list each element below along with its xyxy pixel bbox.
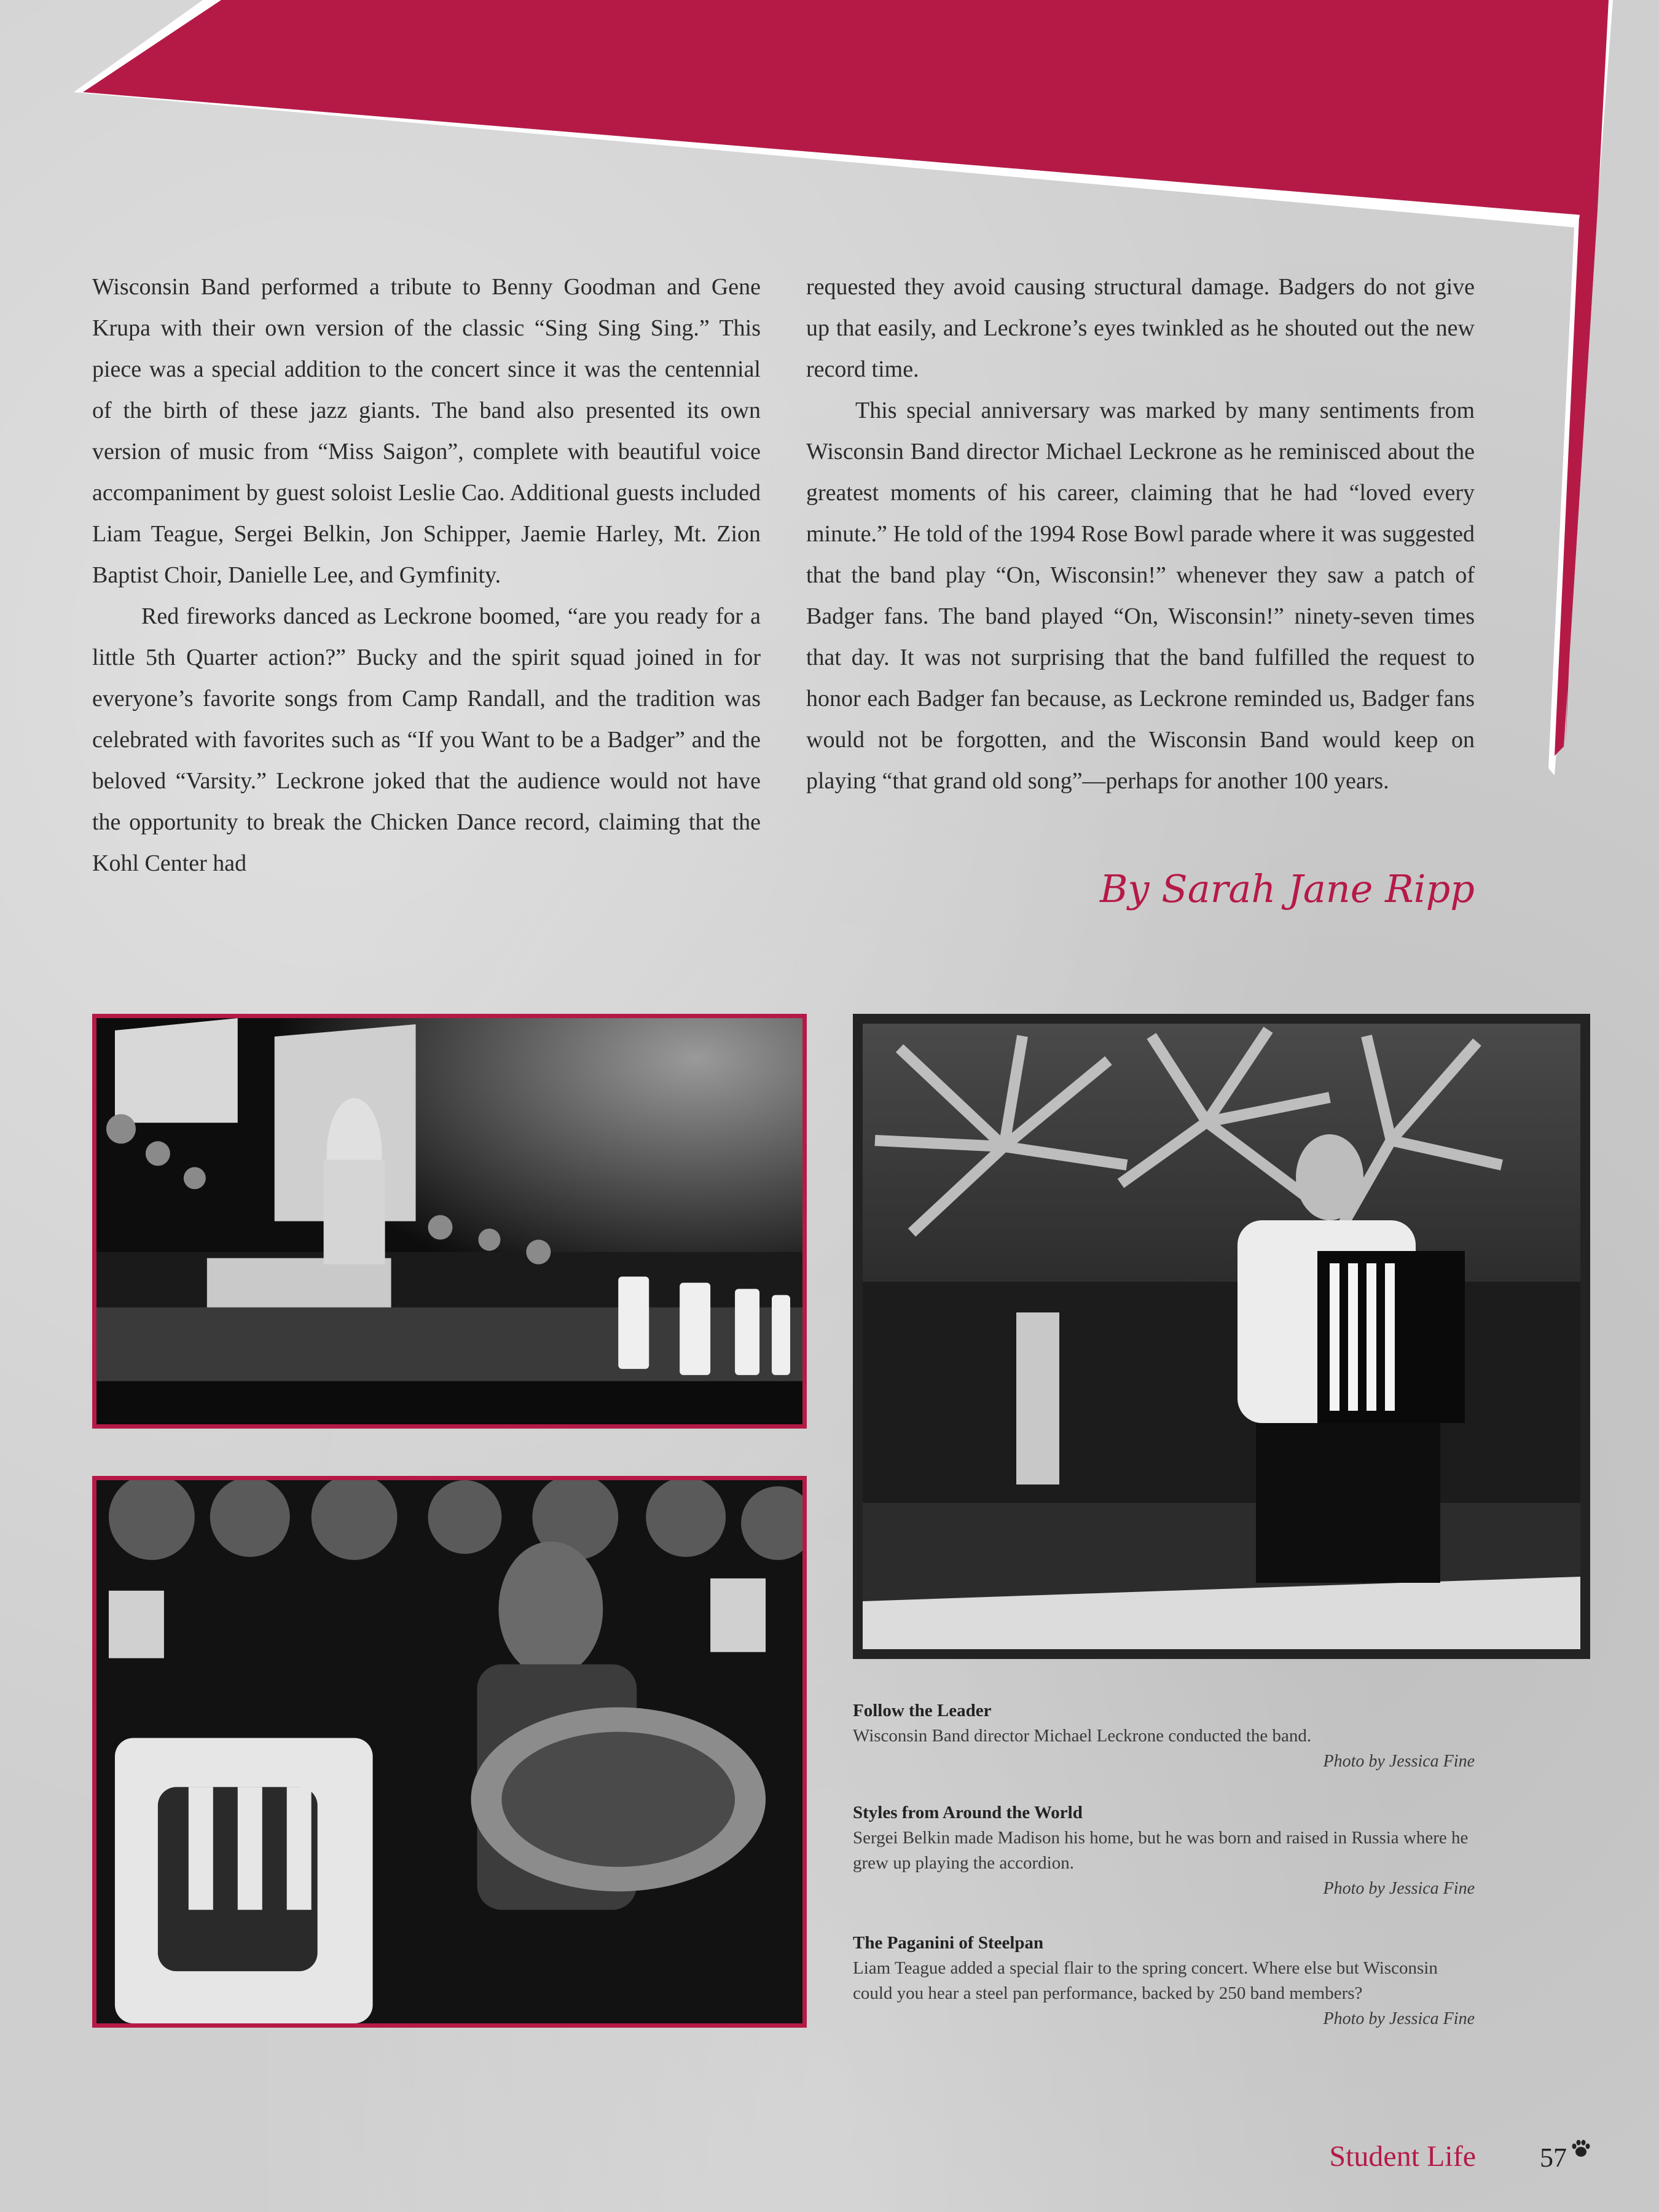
- caption-text: Wisconsin Band director Michael Leckrone conducted the band.: [853, 1726, 1312, 1746]
- paragraph: requested they avoid causing structural damage. Badgers do not give up that easily, and Leckrone’s eyes twinkled as he shouted out the new record time.: [806, 274, 1475, 382]
- paw-icon: [1571, 2138, 1591, 2159]
- banner-tail-edge: [1555, 209, 1598, 756]
- photo-credit: Photo by Jessica Fine: [1323, 2009, 1475, 2028]
- caption-title: Follow the Leader: [853, 1701, 992, 1720]
- photo-accordion-player: [853, 1014, 1590, 1659]
- caption-text: Liam Teague added a special flair to the spring concert. Where else but Wisconsin could you hear a steel pan performance, backed by 250 band members?: [853, 1958, 1438, 2003]
- caption-follow-the-leader: [853, 1698, 1475, 1774]
- paragraph: Wisconsin Band performed a tribute to Benny Goodman and Gene Krupa with their own version of the classic “Sing Sing Sing.” This piece was a special addition to the concert since it was the centennial of the birth of these jazz giants. The band also presented its own version of music from “Miss Saigon”, complete with beautiful voice accompaniment by guest soloist Leslie Cao. Additional guests included Liam Teague, Sergei Belkin, Jon Schipper, Jaemie Harley, Mt. Zion Baptist Choir, Danielle Lee, and Gymfinity.: [92, 274, 761, 588]
- paragraph: This special anniversary was marked by many sentiments from Wisconsin Band director Michael Leckrone as he reminisced about the greatest moments of his career, claiming that he had “loved every minute.” He told of the 1994 Rose Bowl parade where it was suggested that the band play “On, Wisconsin!” whenever they saw a patch of Badger fans. The band played “On, Wisconsin!” ninety-seven times that day. It was not surprising that the band fulfilled the request to honor each Badger fan because, as Leckrone reminded us, Badger fans would not be forgotten, and the Wisconsin Band would keep on playing “that grand old song”—perhaps for another 100 years.: [806, 398, 1475, 794]
- photo-steelpan-player: [92, 1476, 807, 2028]
- section-label: Student Life: [1329, 2140, 1476, 2173]
- caption-title: The Paganini of Steelpan: [853, 1933, 1044, 1953]
- photo-conductor-on-stage: [92, 1014, 807, 1429]
- article-column-left: [92, 267, 761, 884]
- caption-paganini-of-steelpan: [853, 1931, 1475, 2031]
- paragraph: Red fireworks danced as Leckrone boomed, “are you ready for a little 5th Quarter action?” Bucky and the spirit squad joined in for everyone’s favorite songs from Camp Randall, and the tradition was celebrated with favorites such as “If you Want to be a Badger” and the beloved “Varsity.” Leckrone joked that the audience would not have the opportunity to break the Chicken Dance record, claiming that the Kohl Center had: [92, 603, 761, 876]
- byline: By Sarah Jane Ripp: [1099, 866, 1475, 911]
- page-number: 57: [1540, 2143, 1567, 2173]
- photo-credit: Photo by Jessica Fine: [1323, 1752, 1475, 1771]
- caption-title: Styles from Around the World: [853, 1803, 1083, 1822]
- photo-credit: Photo by Jessica Fine: [1323, 1879, 1475, 1898]
- caption-text: Sergei Belkin made Madison his home, but he was born and raised in Russia where he grew up playing the accordion.: [853, 1828, 1469, 1873]
- article-column-right: [806, 267, 1475, 802]
- caption-styles-from-around-the-world: [853, 1800, 1475, 1901]
